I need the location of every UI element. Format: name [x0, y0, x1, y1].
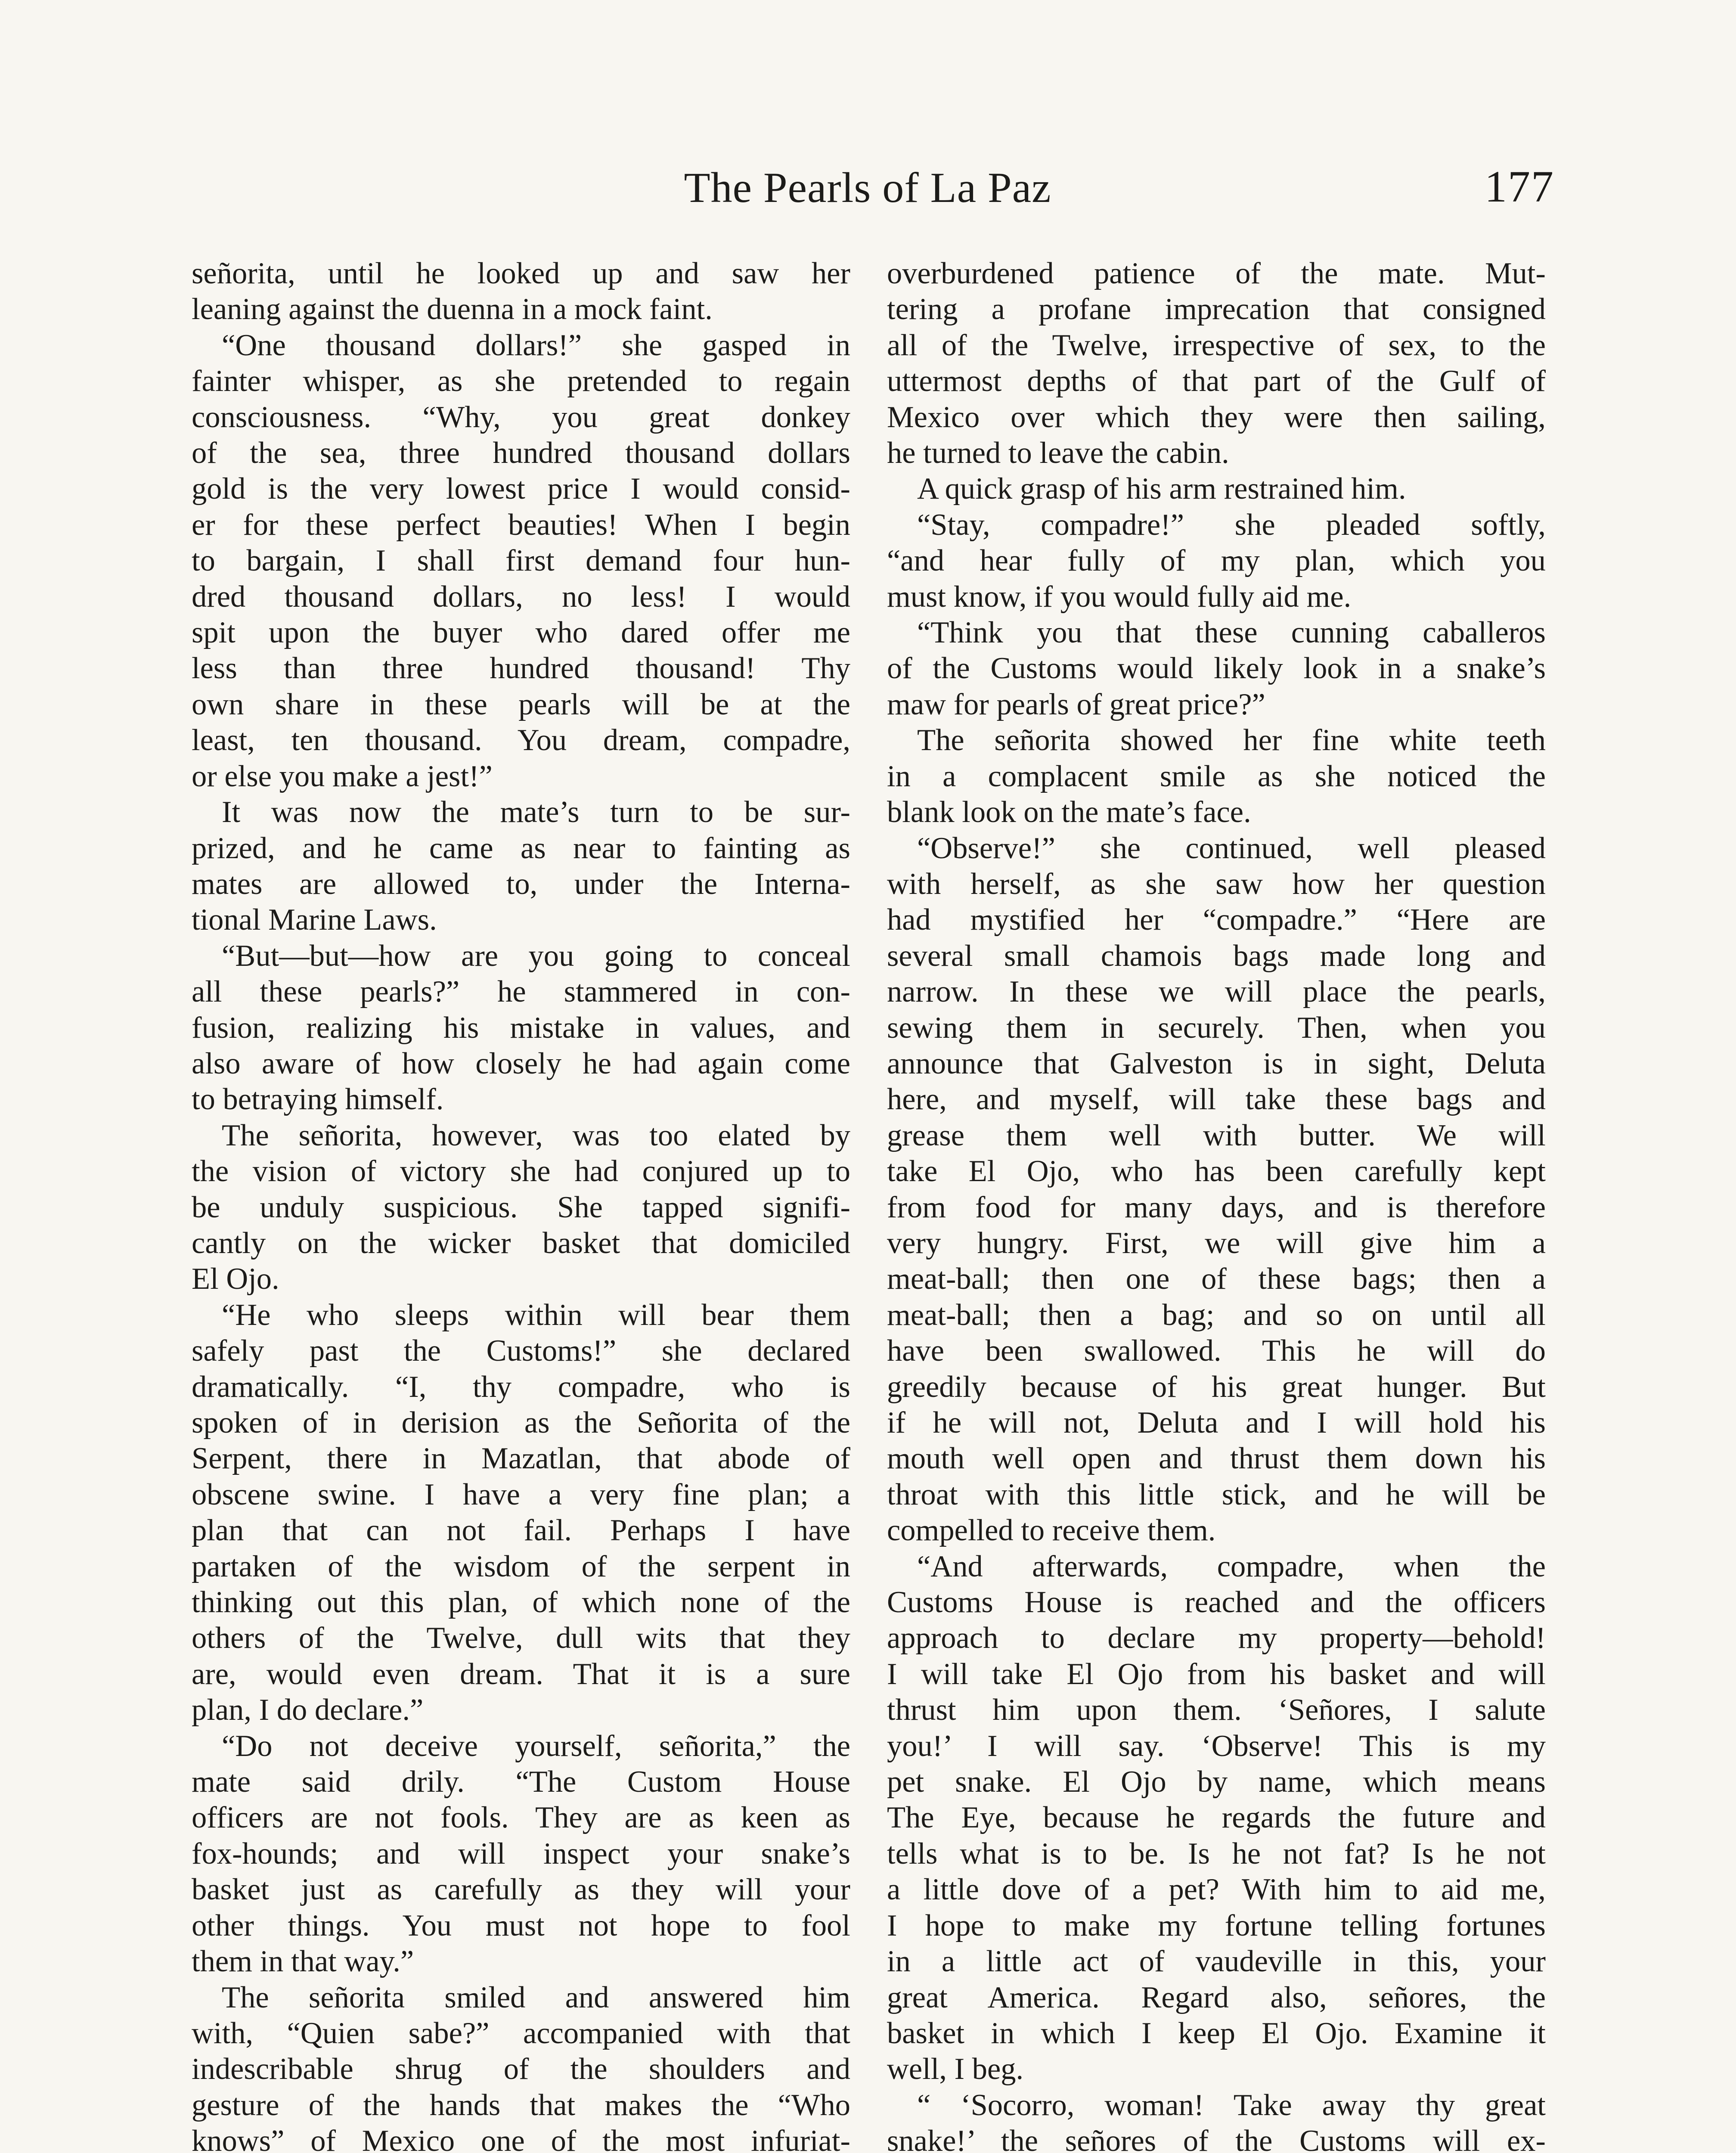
- text-line: thrust him upon them. ‘Señores, I salute: [887, 1693, 1546, 1727]
- running-title: The Pearls of La Paz: [684, 164, 1051, 211]
- text-line: “Think you that these cunning caballeros: [917, 616, 1546, 650]
- text-line: officers are not fools. They are as keen as: [192, 1801, 850, 1835]
- left-text-column: [192, 256, 850, 2153]
- text-line: safely past the Customs!” she declared: [192, 1334, 850, 1368]
- text-line: greedily because of his great hunger. But: [887, 1370, 1546, 1404]
- text-line: “Do not deceive yourself, señorita,” the: [222, 1729, 850, 1763]
- text-line: Mexico over which they were then sailing,: [887, 400, 1546, 434]
- text-line: plan that can not fail. Perhaps I have: [192, 1514, 850, 1548]
- paragraph: [192, 328, 850, 794]
- text-line: compelled to receive them.: [887, 1514, 1216, 1548]
- text-line: pet snake. El Ojo by name, which means: [887, 1765, 1546, 1799]
- text-line: approach to declare my property—behold!: [887, 1621, 1546, 1655]
- paragraph: [192, 1118, 850, 1297]
- text-line: obscene swine. I have a very fine plan; a: [192, 1477, 850, 1511]
- text-line: knows” of Mexico one of the most infuriat-: [192, 2124, 850, 2153]
- text-line: fusion, realizing his mistake in values, and: [192, 1011, 850, 1045]
- text-line: “And afterwards, compadre, when the: [917, 1549, 1546, 1583]
- paragraph: [192, 1980, 850, 2153]
- text-line: less than three hundred thousand! Thy: [192, 651, 850, 686]
- text-line: the vision of victory she had conjured up to: [192, 1154, 850, 1188]
- text-line: maw for pearls of great price?”: [887, 687, 1265, 721]
- paragraph: [887, 256, 1546, 471]
- text-line: dred thousand dollars, no less! I would: [192, 580, 850, 614]
- text-line: mate said drily. “The Custom House: [192, 1765, 850, 1799]
- text-line: or else you make a jest!”: [192, 759, 493, 793]
- text-line: he turned to leave the cabin.: [887, 436, 1229, 470]
- text-line: fainter whisper, as she pretended to regain: [192, 364, 850, 398]
- text-line: overburdened patience of the mate. Mut-: [887, 257, 1546, 290]
- text-line: “But—but—how are you going to conceal: [222, 939, 850, 973]
- text-line: snake!’ the señores of the Customs will ex-: [887, 2124, 1546, 2153]
- paragraph: [192, 256, 850, 328]
- text-line: “Observe!” she continued, well pleased: [917, 831, 1546, 865]
- text-line: Serpent, there in Mazatlan, that abode of: [192, 1442, 850, 1476]
- text-line: “ ‘Socorro, woman! Take away thy great: [917, 2088, 1546, 2122]
- text-line: “He who sleeps within will bear them: [222, 1298, 850, 1332]
- text-line: own share in these pearls will be at the: [192, 687, 850, 721]
- text-line: mouth well open and thrust them down his: [887, 1442, 1546, 1476]
- text-line: El Ojo.: [192, 1262, 279, 1296]
- text-line: throat with this little stick, and he will be: [887, 1477, 1546, 1511]
- text-line: must know, if you would fully aid me.: [887, 580, 1352, 614]
- text-line: are, would even dream. That it is a sure: [192, 1657, 850, 1691]
- text-line: I hope to make my fortune telling fortunes: [887, 1908, 1546, 1942]
- text-line: to betraying himself.: [192, 1083, 444, 1117]
- text-line: all of the Twelve, irrespective of sex, to the: [887, 328, 1546, 362]
- text-line: them in that way.”: [192, 1945, 414, 1979]
- paragraph: [887, 831, 1546, 1549]
- text-line: fox-hounds; and will inspect your snake’s: [192, 1837, 850, 1871]
- text-line: very hungry. First, we will give him a: [887, 1226, 1546, 1260]
- text-line: in a complacent smile as she noticed the: [887, 759, 1546, 793]
- text-line: spit upon the buyer who dared offer me: [192, 616, 850, 650]
- text-line: meat-ball; then one of these bags; then a: [887, 1262, 1546, 1296]
- text-line: sewing them in securely. Then, when you: [887, 1011, 1546, 1045]
- text-line: other things. You must not hope to fool: [192, 1908, 850, 1942]
- text-line: señorita, until he looked up and saw her: [192, 257, 850, 290]
- text-line: consciousness. “Why, you great donkey: [192, 400, 850, 434]
- text-line: narrow. In these we will place the pearls,: [887, 975, 1546, 1009]
- text-line: in a little act of vaudeville in this, your: [887, 1945, 1546, 1979]
- paragraph: [887, 2088, 1546, 2153]
- text-line: of the sea, three hundred thousand dollars: [192, 436, 850, 470]
- text-line: The señorita smiled and answered him: [222, 1980, 850, 2014]
- text-line: basket in which I keep El Ojo. Examine it: [887, 2016, 1546, 2050]
- text-line: blank look on the mate’s face.: [887, 795, 1251, 829]
- text-line: gold is the very lowest price I would consid-: [192, 472, 850, 506]
- paragraph: [192, 794, 850, 938]
- text-line: “Stay, compadre!” she pleaded softly,: [917, 508, 1546, 542]
- text-line: “and hear fully of my plan, which you: [887, 544, 1546, 578]
- text-line: you!’ I will say. ‘Observe! This is my: [887, 1729, 1546, 1763]
- text-line: er for these perfect beauties! When I begin: [192, 508, 850, 542]
- text-line: tering a profane imprecation that consigned: [887, 292, 1546, 326]
- paragraph: [192, 1728, 850, 1980]
- text-line: dramatically. “I, thy compadre, who is: [192, 1370, 850, 1404]
- text-line: if he will not, Deluta and I will hold his: [887, 1406, 1546, 1439]
- text-line: well, I beg.: [887, 2052, 1024, 2086]
- text-line: “One thousand dollars!” she gasped in: [222, 328, 850, 362]
- right-text-column: [887, 256, 1546, 2153]
- text-line: plan, I do declare.”: [192, 1693, 424, 1727]
- paragraph: [192, 1297, 850, 1728]
- text-line: great America. Regard also, señores, the: [887, 1980, 1546, 2014]
- text-line: prized, and he came as near to fainting as: [192, 831, 850, 865]
- text-line: mates are allowed to, under the Interna-: [192, 867, 850, 901]
- text-line: Customs House is reached and the officers: [887, 1585, 1546, 1619]
- paragraph: [887, 723, 1546, 830]
- text-line: all these pearls?” he stammered in con-: [192, 975, 850, 1009]
- text-line: least, ten thousand. You dream, compadre,: [192, 723, 850, 757]
- text-line: several small chamois bags made long and: [887, 939, 1546, 973]
- text-line: be unduly suspicious. She tapped signifi-: [192, 1190, 850, 1224]
- text-line: The Eye, because he regards the future and: [887, 1801, 1546, 1835]
- paragraph: [887, 471, 1546, 507]
- paragraph: [887, 1549, 1546, 2088]
- text-line: thinking out this plan, of which none of the: [192, 1585, 850, 1619]
- text-line: from food for many days, and is therefore: [887, 1190, 1546, 1224]
- text-line: to bargain, I shall first demand four hun-: [192, 544, 850, 578]
- text-line: with herself, as she saw how her question: [887, 867, 1546, 901]
- text-line: a little dove of a pet? With him to aid me,: [887, 1873, 1546, 1907]
- text-line: leaning against the duenna in a mock faint.: [192, 292, 713, 326]
- text-line: gesture of the hands that makes the “Who: [192, 2088, 850, 2122]
- page-header: [177, 155, 1559, 241]
- text-line: have been swallowed. This he will do: [887, 1334, 1546, 1368]
- text-line: others of the Twelve, dull wits that they: [192, 1621, 850, 1655]
- text-line: grease them well with butter. We will: [887, 1118, 1546, 1152]
- text-line: partaken of the wisdom of the serpent in: [192, 1549, 850, 1583]
- text-line: The señorita showed her fine white teeth: [917, 723, 1546, 757]
- text-line: of the Customs would likely look in a snake’s: [887, 651, 1546, 686]
- text-line: cantly on the wicker basket that domiciled: [192, 1226, 850, 1260]
- text-line: uttermost depths of that part of the Gulf of: [887, 364, 1546, 398]
- text-line: with, “Quien sabe?” accompanied with that: [192, 2016, 850, 2050]
- text-line: had mystified her “compadre.” “Here are: [887, 903, 1546, 937]
- text-line: The señorita, however, was too elated by: [222, 1118, 850, 1152]
- text-line: A quick grasp of his arm restrained him.: [917, 472, 1406, 506]
- text-line: indescribable shrug of the shoulders and: [192, 2052, 850, 2086]
- paragraph: [887, 507, 1546, 615]
- text-line: I will take El Ojo from his basket and will: [887, 1657, 1546, 1691]
- text-line: announce that Galveston is in sight, Deluta: [887, 1046, 1546, 1080]
- text-line: take El Ojo, who has been carefully kept: [887, 1154, 1546, 1188]
- text-line: meat-ball; then a bag; and so on until all: [887, 1298, 1546, 1332]
- text-line: basket just as carefully as they will your: [192, 1873, 850, 1907]
- text-line: spoken of in derision as the Señorita of the: [192, 1406, 850, 1439]
- page-number: 177: [1485, 162, 1554, 211]
- text-line: tional Marine Laws.: [192, 903, 437, 937]
- text-line: here, and myself, will take these bags and: [887, 1083, 1546, 1117]
- text-line: also aware of how closely he had again come: [192, 1046, 850, 1080]
- paragraph: [887, 615, 1546, 723]
- text-line: It was now the mate’s turn to be sur-: [222, 795, 850, 829]
- paragraph: [192, 938, 850, 1118]
- text-line: tells what is to be. Is he not fat? Is he not: [887, 1837, 1546, 1871]
